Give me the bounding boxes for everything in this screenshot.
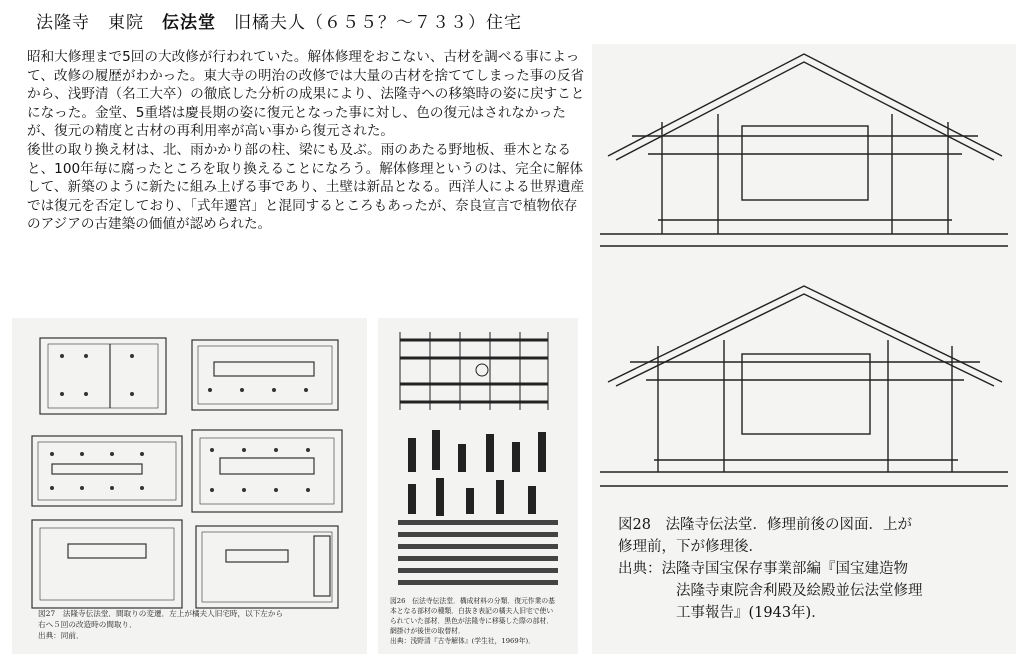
fig27-line2: 右へ５回の改造時の間取り． xyxy=(38,620,137,629)
fig26-line1: 図26 伝法寺伝法堂．構成材料の分類．復元作業の基 xyxy=(390,597,555,605)
paragraph-1: 昭和大修理まで5回の大改修が行われていた。解体修理をおこない、古材を調べる事によって、改修の履歴がわかった。東大寺の明治の改修では大量の古材を捨ててしまった事の反省から、浅野清（名工大卒）の徹底した分析の成果により、法隆寺への移築時の姿に戻すことになった。金堂、5重塔は慶長期の姿に復元となった事に対し、色の復元はされなかったが、復元の精度と古材の再利用率が高い事から復元された。 xyxy=(27,49,585,140)
fig26-line4: 網掛けが後世の取替材． xyxy=(390,627,465,635)
fig28-line5: 工事報告』(1943年)． xyxy=(676,605,826,621)
figure-27-scan xyxy=(12,318,367,654)
figure-26-scan xyxy=(378,318,578,654)
floor-plan-drawings xyxy=(12,318,367,654)
fig26-line5: 出典：浅野清『古寺解体』(学生社，1969年)． xyxy=(390,637,535,645)
fig26-line2: 本となる部材の種類．白抜き表記の橘夫人旧宅で使い xyxy=(390,607,554,615)
paragraph-2: 後世の取り換え材は、北、雨かかり部の柱、梁にも及ぶ。雨のあたる野地板、垂木となると、100年毎に腐ったところを取り換えることになろう。解体修理というのは、完全に解体して、新築のように新たに組み上げる事であり、土壁は新品となる。西洋人による世界遺産では復元を否定しており、「式年遷宮」と混同するところもあったが、奈良宣言で植物依存のアジアの古建築の価値が認められた。 xyxy=(27,141,585,233)
figure-27-caption xyxy=(38,608,358,641)
body-text xyxy=(27,48,587,234)
fig28-line1: 図28 法隆寺伝法堂．修理前後の図面．上が xyxy=(618,517,912,533)
title-bold: 伝法堂 xyxy=(162,13,216,33)
figure-26-caption xyxy=(390,596,574,646)
fig27-line1: 図27 法隆寺伝法堂．間取りの変遷．左上が橘夫人旧宅時，以下左から xyxy=(38,609,284,618)
fig28-line4: 法隆寺東院舎利殿及絵殿並伝法堂修理 xyxy=(676,583,923,599)
fig28-line3: 出典：法隆寺国宝保存事業部編『国宝建造物 xyxy=(618,561,908,577)
figure-28-caption xyxy=(618,514,1008,624)
fig27-line3: 出典：同前． xyxy=(38,631,84,640)
fig28-line2: 修理前，下が修理後． xyxy=(618,539,763,555)
title-part2: 旧橘夫人（６５５？～７３３）住宅 xyxy=(216,13,522,33)
section-drawing-after xyxy=(592,276,1016,516)
fig26-line3: られていた部材．黒色が法隆寺に移築した際の部材． xyxy=(390,617,554,625)
page-title xyxy=(36,8,522,33)
figure-28-scan xyxy=(592,44,1016,654)
title-part1: 法隆寺 東院 xyxy=(36,13,162,33)
section-drawing-before xyxy=(592,44,1016,264)
